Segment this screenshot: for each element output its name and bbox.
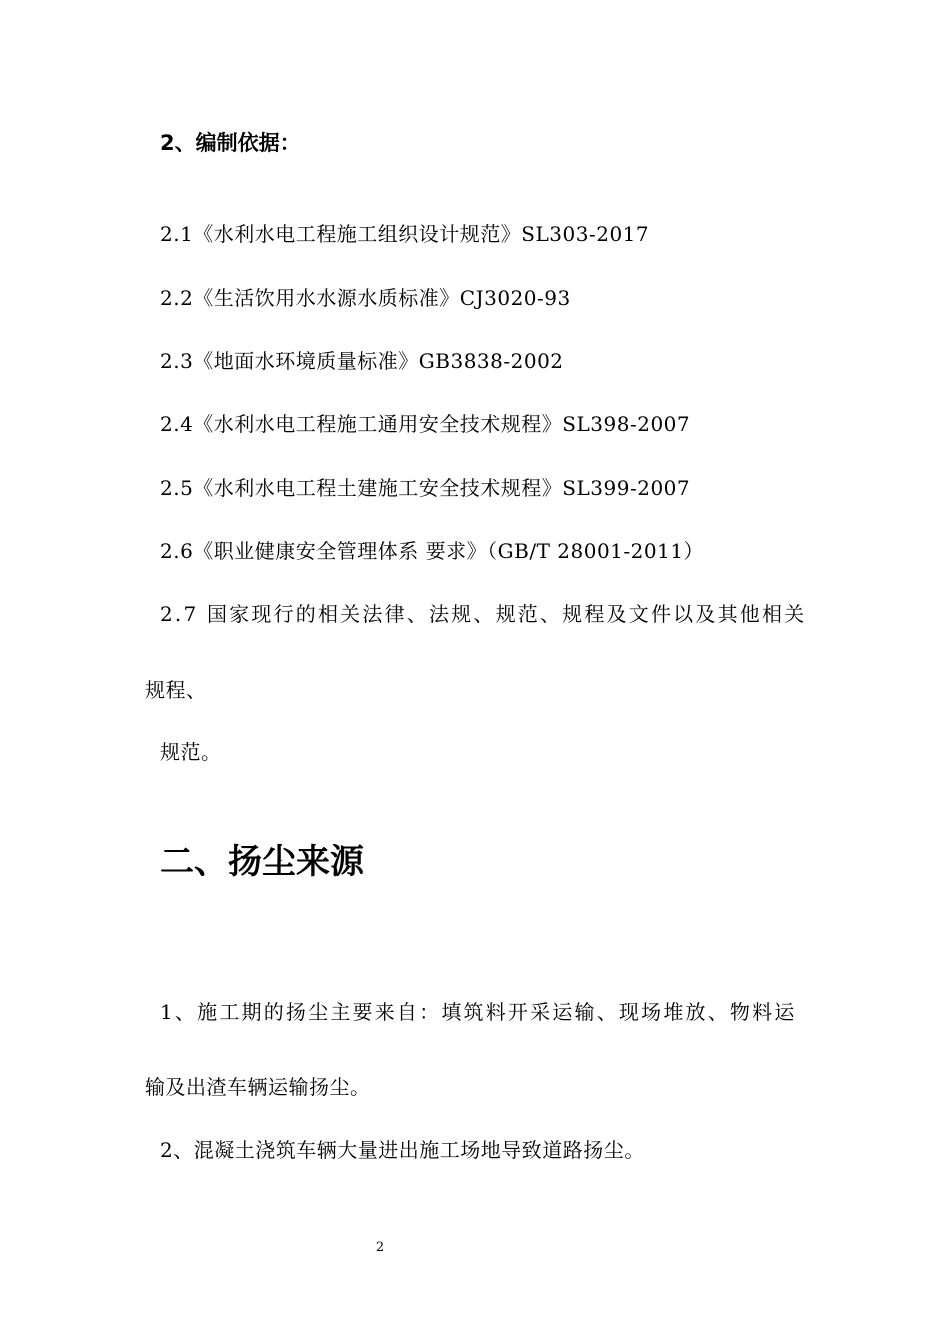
basis-item-2-5: 2.5《水利水电工程土建施工安全技术规程》SL399-2007 <box>160 476 691 500</box>
basis-item-2-1: 2.1《水利水电工程施工组织设计规范》SL303-2017 <box>160 222 650 246</box>
dust-source-item1-line2: 输及出渣车辆运输扬尘。 <box>145 1075 371 1099</box>
basis-item-2-6: 2.6《职业健康安全管理体系 要求》（GB/T 28001-2011） <box>160 539 705 563</box>
section-heading-basis: 2、编制依据： <box>160 131 301 155</box>
chapter-heading-dust-sources: 二、扬尘来源 <box>160 842 364 882</box>
dust-source-item1-line1: 1、施工期的扬尘主要来自：填筑料开采运输、现场堆放、物料运 <box>160 1000 797 1024</box>
basis-item-2-7-line1: 2.7 国家现行的相关法律、法规、规范、规程及文件以及其他相关 <box>160 602 807 626</box>
basis-item-2-7-line2: 规程、 <box>145 678 207 702</box>
page-number: 2 <box>375 1240 385 1255</box>
basis-item-2-4: 2.4《水利水电工程施工通用安全技术规程》SL398-2007 <box>160 412 691 436</box>
dust-source-item2: 2、混凝土浇筑车辆大量进出施工场地导致道路扬尘。 <box>160 1138 645 1162</box>
basis-item-2-2: 2.2《生活饮用水水源水质标准》CJ3020-93 <box>160 286 571 310</box>
basis-item-2-3: 2.3《地面水环境质量标准》GB3838-2002 <box>160 349 564 373</box>
basis-item-2-7-line3: 规范。 <box>160 740 222 764</box>
